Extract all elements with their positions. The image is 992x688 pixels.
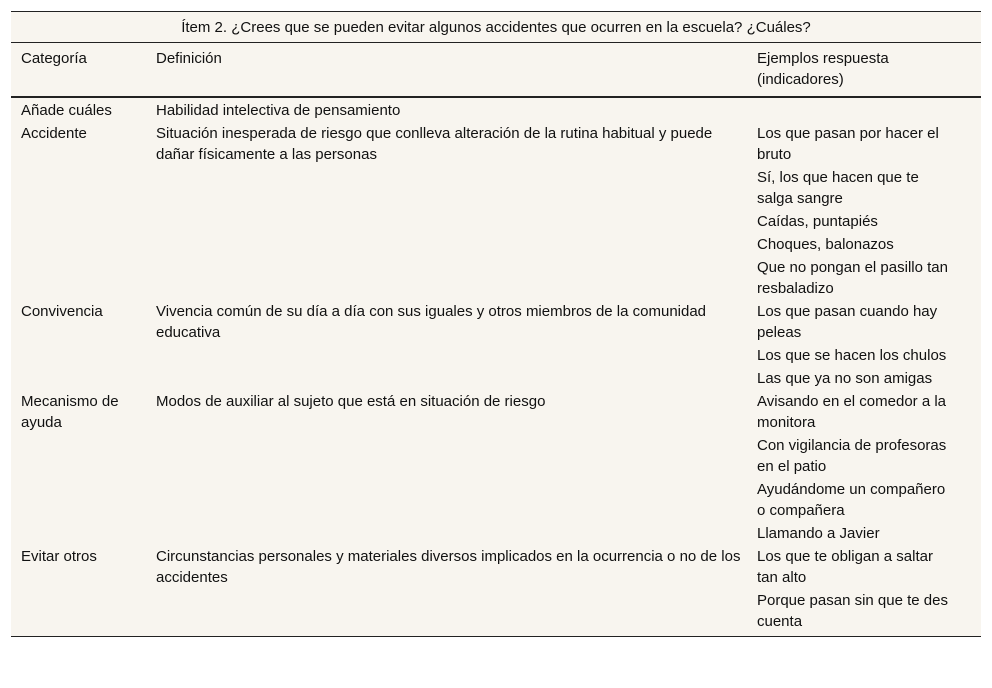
- header-definicion: Definición: [156, 50, 222, 67]
- cell-definicion: Habilidad intelectiva de pensamiento: [156, 102, 401, 119]
- cell-ejemplos: [757, 123, 981, 299]
- cell-categoria: Accidente: [21, 125, 87, 142]
- example-item: Llamando a Javier: [757, 525, 880, 542]
- cell-categoria: Convivencia: [21, 303, 103, 320]
- example-item: Porque pasan sin que te des cuenta: [757, 592, 948, 630]
- example-item: Los que te obligan a saltar tan alto: [757, 548, 933, 586]
- example-item: Avisando en el comedor a la monitora: [757, 393, 947, 431]
- example-item: Caídas, puntapiés: [757, 213, 878, 230]
- table-row: [11, 391, 981, 544]
- example-item: Las que ya no son amigas: [757, 370, 933, 387]
- data-table: [11, 11, 981, 637]
- example-item: Sí, los que hacen que te salga sangre: [757, 169, 919, 207]
- table-header-row: [11, 43, 981, 98]
- cell-ejemplos: [757, 546, 981, 632]
- table-row: [11, 123, 981, 299]
- cell-ejemplos: [757, 100, 981, 121]
- cell-definicion: Modos de auxiliar al sujeto que está en situación de riesgo: [156, 393, 546, 410]
- table-row: [11, 100, 981, 121]
- header-categoria: Categoría: [21, 50, 87, 67]
- cell-definicion: Circunstancias personales y materiales diversos implicados en la ocurrencia o no de los accidentes: [156, 548, 741, 586]
- cell-categoria: Evitar otros: [21, 548, 97, 565]
- example-item: Choques, balonazos: [757, 236, 894, 253]
- example-item: Ayudándome un compañero o compañera: [757, 481, 946, 519]
- cell-definicion: Situación inesperada de riesgo que conlleva alteración de la rutina habitual y puede dañar físicamente a las personas: [156, 125, 713, 163]
- table-caption: Ítem 2. ¿Crees que se pueden evitar algunos accidentes que ocurren en la escuela? ¿Cuáles?: [11, 12, 981, 43]
- cell-definicion: Vivencia común de su día a día con sus iguales y otros miembros de la comunidad educativa: [156, 303, 707, 341]
- table-body: [11, 98, 981, 636]
- example-item: Los que se hacen los chulos: [757, 347, 947, 364]
- cell-ejemplos: [757, 301, 981, 389]
- example-item: Los que pasan cuando hay peleas: [757, 303, 938, 341]
- cell-ejemplos: [757, 391, 981, 544]
- header-ejemplos: Ejemplos respuesta (indicadores): [757, 50, 889, 88]
- example-item: Que no pongan el pasillo tan resbaladizo: [757, 259, 948, 297]
- cell-categoria: Mecanismo de ayuda: [21, 393, 119, 431]
- cell-categoria: Añade cuáles: [21, 102, 112, 119]
- table-row: [11, 546, 981, 632]
- example-item: Con vigilancia de profesoras en el patio: [757, 437, 947, 475]
- table-row: [11, 301, 981, 389]
- example-item: Los que pasan por hacer el bruto: [757, 125, 939, 163]
